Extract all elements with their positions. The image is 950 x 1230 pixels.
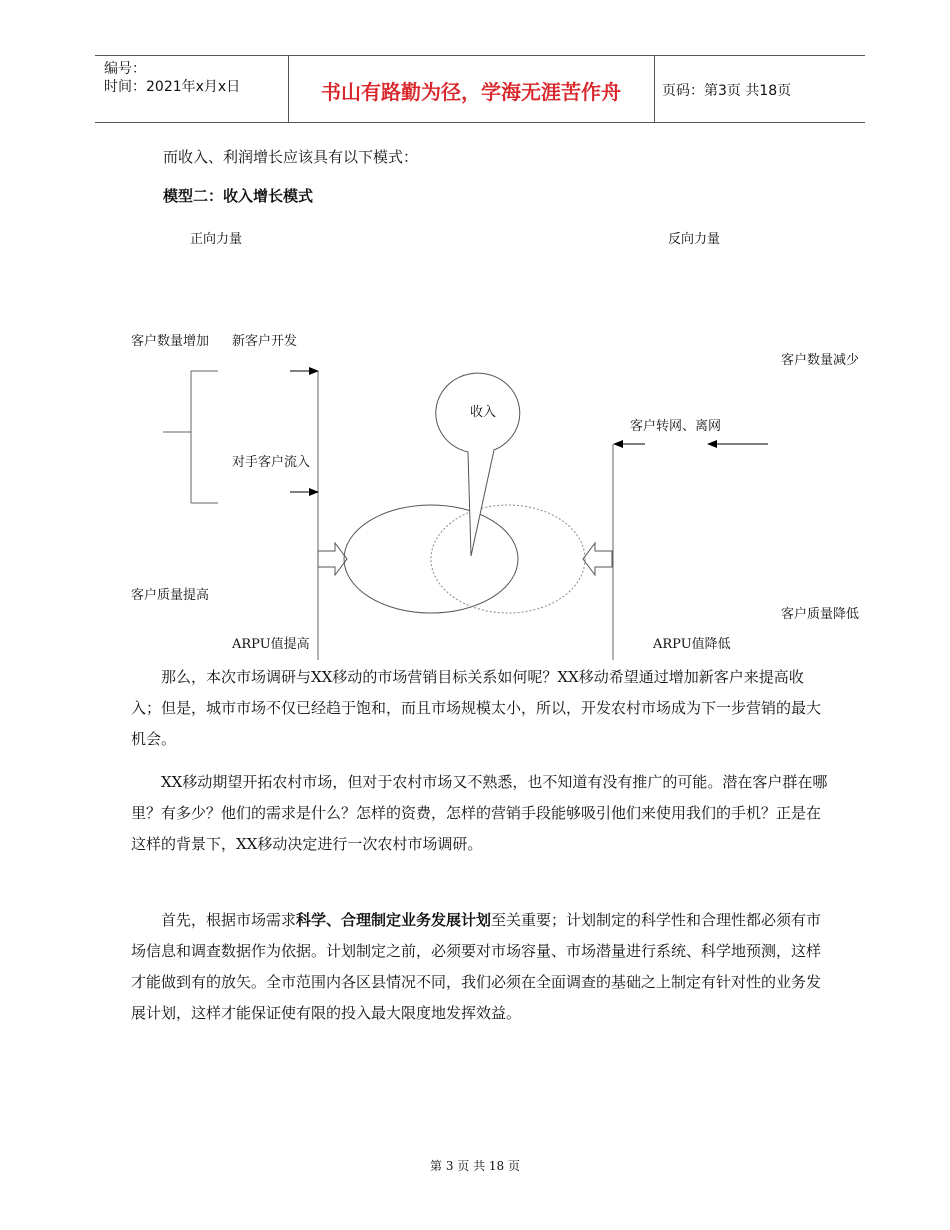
revenue-ellipse-right bbox=[431, 505, 585, 613]
quality-up-label: 客户质量提高 bbox=[131, 588, 210, 603]
right-block-arrow bbox=[583, 543, 612, 575]
time-label: 时间：2021年x月x日 bbox=[104, 79, 241, 95]
paragraph-1: 那么，本次市场调研与XX移动的市场营销目标关系如何呢？XX移动希望通过增加新客户来提高收入；但是，城市市场不仅已经趋于饱和，而且市场规模太小，所以，开发农村市场成为下一步营销的最大机会。 bbox=[131, 668, 822, 748]
header-page-number: 页码：第3页 共18页 bbox=[662, 83, 792, 99]
customer-decrease-label: 客户数量减少 bbox=[781, 353, 860, 368]
paragraph-3-start: 首先，根据市场需求 bbox=[161, 911, 297, 929]
positive-force-label: 正向力量 bbox=[190, 232, 243, 247]
revenue-ellipse-left bbox=[344, 505, 518, 613]
churn-label: 客户转网、离网 bbox=[630, 419, 722, 434]
number-label: 编号： bbox=[104, 61, 146, 77]
left-block-arrow bbox=[318, 543, 347, 575]
intro-text: 而收入、利润增长应该具有以下模式： bbox=[163, 148, 419, 166]
header-motto: 书山有路勤为径，学海无涯苦作舟 bbox=[321, 80, 621, 104]
revenue-label: 收入 bbox=[470, 405, 497, 420]
competitor-inflow-label: 对手客户流入 bbox=[232, 455, 311, 470]
page-footer: 第 3 页 共 18 页 bbox=[430, 1159, 520, 1173]
arpu-up-label: ARPU值提高 bbox=[232, 637, 310, 652]
model-title: 模型二：收入增长模式 bbox=[163, 187, 314, 205]
new-customer-label: 新客户开发 bbox=[232, 334, 298, 349]
paragraph-3 bbox=[131, 905, 831, 1029]
paragraph-2: XX移动期望开拓农村市场，但对于农村市场又不熟悉，也不知道有没有推广的可能。潜在客户群在哪里？有多少？他们的需求是什么？怎样的资费，怎样的营销手段能够吸引他们来使用我们的手机？正是在这样的背景下，XX移动决定进行一次农村市场调研。 bbox=[131, 773, 828, 853]
paragraph-3-rest: 至关重要；计划制定的科学性和合理性都必须有市场信息和调查数据作为依据。计划制定之前，必须要对市场容量、市场潜量进行系统、科学地预测，这样才能做到有的放矢。全市范围内各区县情况不同，我们必须在全面调查的基础之上制定有针对性的业务发展计划，这样才能保证使有限的投入最大限度地发挥效益。 bbox=[131, 911, 822, 1022]
negative-force-label: 反向力量 bbox=[668, 232, 721, 247]
quality-down-label: 客户质量降低 bbox=[781, 607, 860, 622]
arpu-down-label: ARPU值降低 bbox=[653, 637, 731, 652]
paragraph-3-emphasis: 科学、合理制定业务发展计划 bbox=[296, 911, 492, 929]
customer-increase-label: 客户数量增加 bbox=[131, 334, 210, 349]
left-bracket bbox=[163, 371, 218, 503]
